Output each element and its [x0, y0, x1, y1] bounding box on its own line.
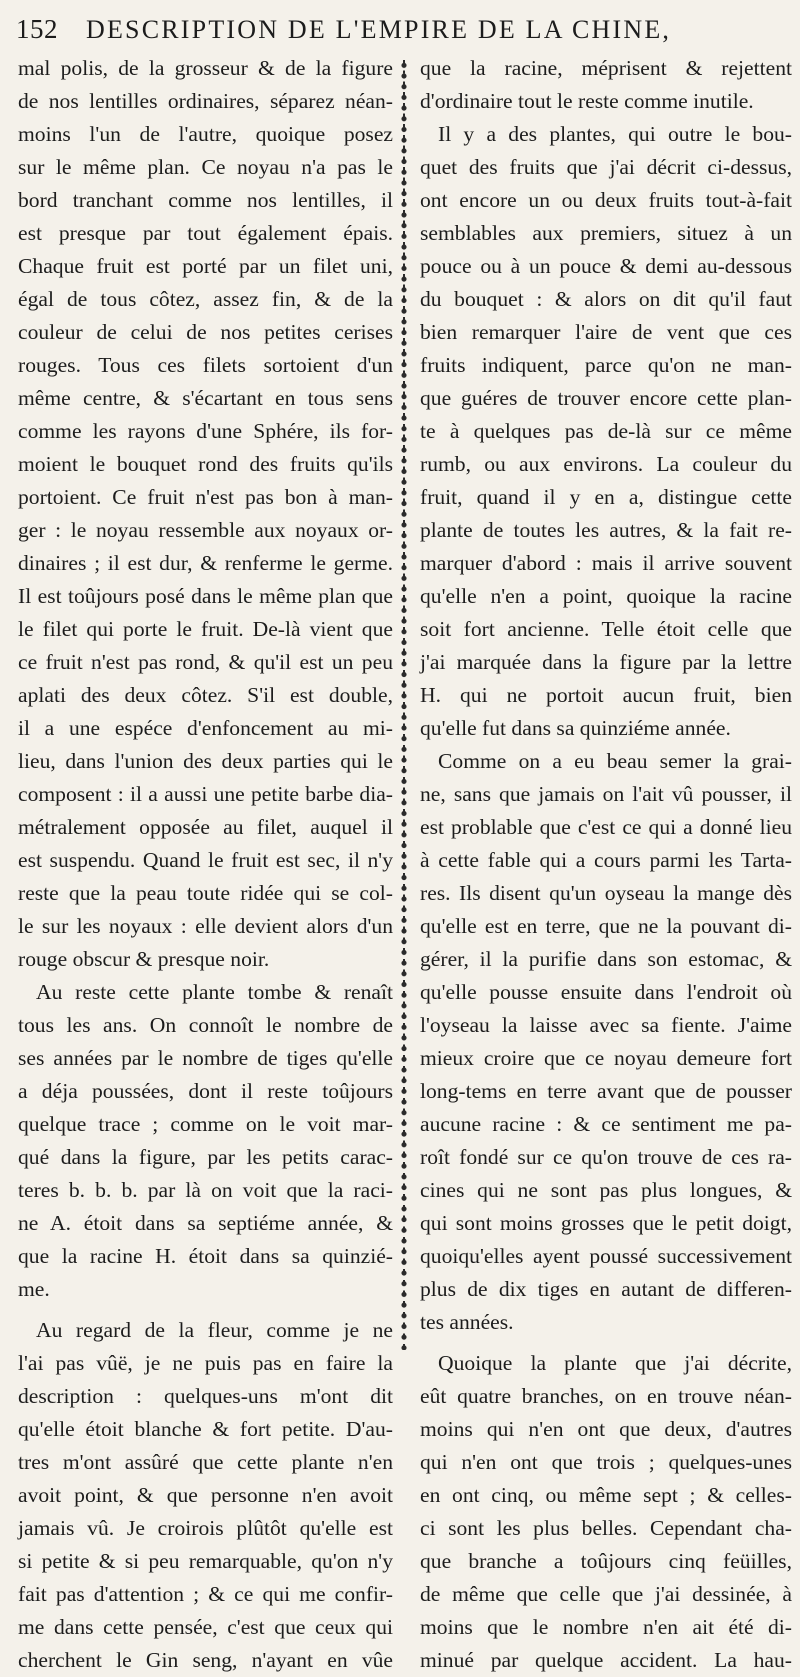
- text-line: res. Ils disent qu'un oyseau la mange dès: [420, 881, 792, 905]
- text-line: Au reste cette plante tombe & renaît: [36, 980, 393, 1004]
- text-line: pouce ou à un pouce & demi au-dessous: [420, 254, 792, 278]
- text-line: est suspendu. Quand le fruit est sec, il n'y: [18, 848, 393, 872]
- text-line: qu'elle fut dans sa quinziéme année.: [420, 716, 731, 740]
- text-line: aplati des deux côtez. S'il est double,: [18, 683, 393, 707]
- text-line: ne, sans que jamais on l'ait vû pousser, il: [420, 782, 792, 806]
- ornamental-column-divider: [393, 60, 415, 1350]
- text-line: en ont cinq, ou même sept ; & celles-: [420, 1483, 792, 1507]
- text-line: à cette fable qui a cours parmi les Tarta-: [420, 848, 792, 872]
- text-line: de nos lentilles ordinaires, séparez néan-: [18, 89, 393, 113]
- text-line: composent : il a aussi une petite barbe dia-: [18, 782, 393, 806]
- text-line: eût quatre branches, on en trouve néan-: [420, 1384, 792, 1408]
- text-line: rouge obscur & presque noir.: [18, 947, 270, 971]
- text-line: qui sont moins grosses que le petit doigt,: [420, 1211, 792, 1235]
- text-line: qu'elle est en terre, que ne la pouvant di-: [420, 914, 792, 938]
- text-line: marquer d'abord : mais il arrive souvent: [420, 551, 792, 575]
- text-line: minué par quelque accident. La hau-: [420, 1648, 792, 1672]
- text-line: qu'elle étoit blanche & fort petite. D'au-: [18, 1417, 393, 1441]
- text-line: comme les rayons d'une Sphére, ils for-: [18, 419, 393, 443]
- text-line: mieux croire que ce noyau demeure fort: [420, 1046, 792, 1070]
- text-line: aucune racine : & ce sentiment me pa-: [420, 1112, 792, 1136]
- text-line: rumb, ou aux environs. La couleur du: [420, 452, 792, 476]
- text-line: quelque trace ; comme on le voit mar-: [18, 1112, 393, 1136]
- text-line: plus de dix tiges en autant de differen-: [420, 1277, 792, 1301]
- text-line: est presque par tout également épais.: [18, 221, 393, 245]
- text-line: a déja poussées, dont il reste toûjours: [18, 1079, 393, 1103]
- text-line: qu'elle pousse ensuite dans l'endroit où: [420, 980, 792, 1004]
- page-number: 152: [16, 14, 58, 44]
- text-line: Il est toûjours posé dans le même plan que: [18, 584, 393, 608]
- text-line: est problable que c'est ce qui a donné lieu: [420, 815, 792, 839]
- text-line: tres m'ont assûré que cette plante n'en: [18, 1450, 393, 1474]
- text-line: le filet qui porte le fruit. De-là vient que: [18, 617, 393, 641]
- text-line: me.: [18, 1277, 50, 1301]
- text-line: dinaires ; il est dur, & renferme le germe.: [18, 551, 393, 575]
- text-line: mal polis, de la grosseur & de la figure: [18, 56, 393, 80]
- text-line: portoient. Ce fruit n'est pas bon à man-: [18, 485, 393, 509]
- text-line: l'ai pas vûë, je ne puis pas en faire la: [18, 1351, 393, 1375]
- text-line: bien remarquer l'aire de vent que ces: [420, 320, 792, 344]
- text-line: que la racine, méprisent & rejettent: [420, 56, 792, 80]
- paragraph-gap: [18, 1306, 393, 1314]
- text-line: ont encore un ou deux fruits tout-à-fait: [420, 188, 792, 212]
- text-line: fait pas d'attention ; & ce qui me confir-: [18, 1582, 393, 1606]
- text-line: teres b. b. b. par là on voit que la raci-: [18, 1178, 393, 1202]
- text-line: ses années par le nombre de tiges qu'elle: [18, 1046, 393, 1070]
- text-line: semblables aux premiers, situez à un: [420, 221, 792, 245]
- text-line: fruit, quand il y en a, distingue cette: [420, 485, 792, 509]
- text-line: moins l'un de l'autre, quoique posez: [18, 122, 393, 146]
- text-line: soit fort ancienne. Telle étoit celle que: [420, 617, 792, 641]
- text-line: sur le même plan. Ce noyau n'a pas le: [18, 155, 393, 179]
- text-line: quet des fruits que j'ai décrit ci-dessus,: [420, 155, 792, 179]
- text-line: fruits indiquent, parce qu'on ne man-: [420, 353, 792, 377]
- text-line: plante de toutes les autres, & la fait re-: [420, 518, 792, 542]
- text-line: description : quelques-uns m'ont dit: [18, 1384, 393, 1408]
- text-line: qui n'en ont que trois ; quelques-unes: [420, 1450, 792, 1474]
- text-line: d'ordinaire tout le reste comme inutile.: [420, 89, 754, 113]
- text-line: lieu, dans l'union des deux parties qui le: [18, 749, 393, 773]
- text-line: me dans cette pensée, c'est que ceux qui: [18, 1615, 393, 1639]
- text-line: cines qui ne sont pas plus longues, &: [420, 1178, 792, 1202]
- text-line: Au regard de la fleur, comme je ne: [36, 1318, 393, 1342]
- text-line: ger : le noyau ressemble aux noyaux or-: [18, 518, 393, 542]
- text-line: moins que le nombre n'en ait été di-: [420, 1615, 792, 1639]
- text-line: Chaque fruit est porté par un filet uni,: [18, 254, 393, 278]
- text-line: ne A. étoit dans sa septiéme année, &: [18, 1211, 393, 1235]
- text-line: quoiqu'elles ayent poussé successivement: [420, 1244, 792, 1268]
- text-line: moient le bouquet rond des fruits qu'ils: [18, 452, 393, 476]
- text-line: reste que la peau toute ridée qui se col-: [18, 881, 393, 905]
- text-line: j'ai marquée dans la figure par la lettre: [420, 650, 792, 674]
- text-line: ce fruit n'est pas rond, & qu'il est un peu: [18, 650, 393, 674]
- text-line: égal de tous côtez, assez fin, & de la: [18, 287, 393, 311]
- text-line: avoit point, & que personne n'en avoit: [18, 1483, 393, 1507]
- text-line: cherchent le Gin seng, n'ayant en vûe: [18, 1648, 393, 1672]
- text-line: H. qui ne portoit aucun fruit, bien: [420, 683, 792, 707]
- text-line: que branche a toûjours cinq feüilles,: [420, 1549, 792, 1573]
- text-line: le sur les noyaux : elle devient alors d'un: [18, 914, 393, 938]
- text-line: te à quelques pas de-là sur ce même: [420, 419, 792, 443]
- left-text-column: [18, 52, 393, 1672]
- text-line: jamais vû. Je croirois plûtôt qu'elle est: [18, 1516, 393, 1540]
- text-line: moins qui n'en ont que deux, d'autres: [420, 1417, 792, 1441]
- text-line: que guéres de trouver encore cette plan-: [420, 386, 792, 410]
- text-line: Quoique la plante que j'ai décrite,: [438, 1351, 792, 1375]
- text-line: bord tranchant comme nos lentilles, il: [18, 188, 393, 212]
- running-title: DESCRIPTION DE L'EMPIRE DE LA CHINE,: [86, 15, 672, 44]
- text-line: il a une espéce d'enfoncement au mi-: [18, 716, 393, 740]
- text-line: Il y a des plantes, qui outre le bou-: [438, 122, 792, 146]
- text-line: que la racine H. étoit dans sa quinzié-: [18, 1244, 393, 1268]
- text-line: gérer, il la purifie dans son estomac, &: [420, 947, 792, 971]
- text-line: qué dans la figure, par les petits carac-: [18, 1145, 393, 1169]
- text-line: qu'elle n'en a point, quoique la racine: [420, 584, 792, 608]
- text-line: Comme on a eu beau semer la grai-: [438, 749, 792, 773]
- text-line: couleur de celui de nos petites cerises: [18, 320, 393, 344]
- text-line: ci sont les plus belles. Cependant cha-: [420, 1516, 792, 1540]
- paragraph-gap: [420, 1339, 792, 1347]
- text-line: rouges. Tous ces filets sortoient d'un: [18, 353, 393, 377]
- page-header: [16, 14, 792, 54]
- text-line: tous les ans. On connoît le nombre de: [18, 1013, 393, 1037]
- text-line: l'oyseau la laisse avec sa fiente. J'aime: [420, 1013, 792, 1037]
- text-line: même centre, & s'écartant en tous sens: [18, 386, 393, 410]
- text-line: de même que celle que j'ai dessinée, à: [420, 1582, 792, 1606]
- text-line: métralement opposée au filet, auquel il: [18, 815, 393, 839]
- text-line: tes années.: [420, 1310, 514, 1334]
- text-line: roît fondé sur ce qu'on trouve de ces ra-: [420, 1145, 792, 1169]
- text-line: du bouquet : & alors on dit qu'il faut: [420, 287, 792, 311]
- right-text-column: [420, 52, 792, 1672]
- text-line: si petite & si peu remarquable, qu'on n'y: [18, 1549, 393, 1573]
- text-line: long-tems en terre avant que de pousser: [420, 1079, 792, 1103]
